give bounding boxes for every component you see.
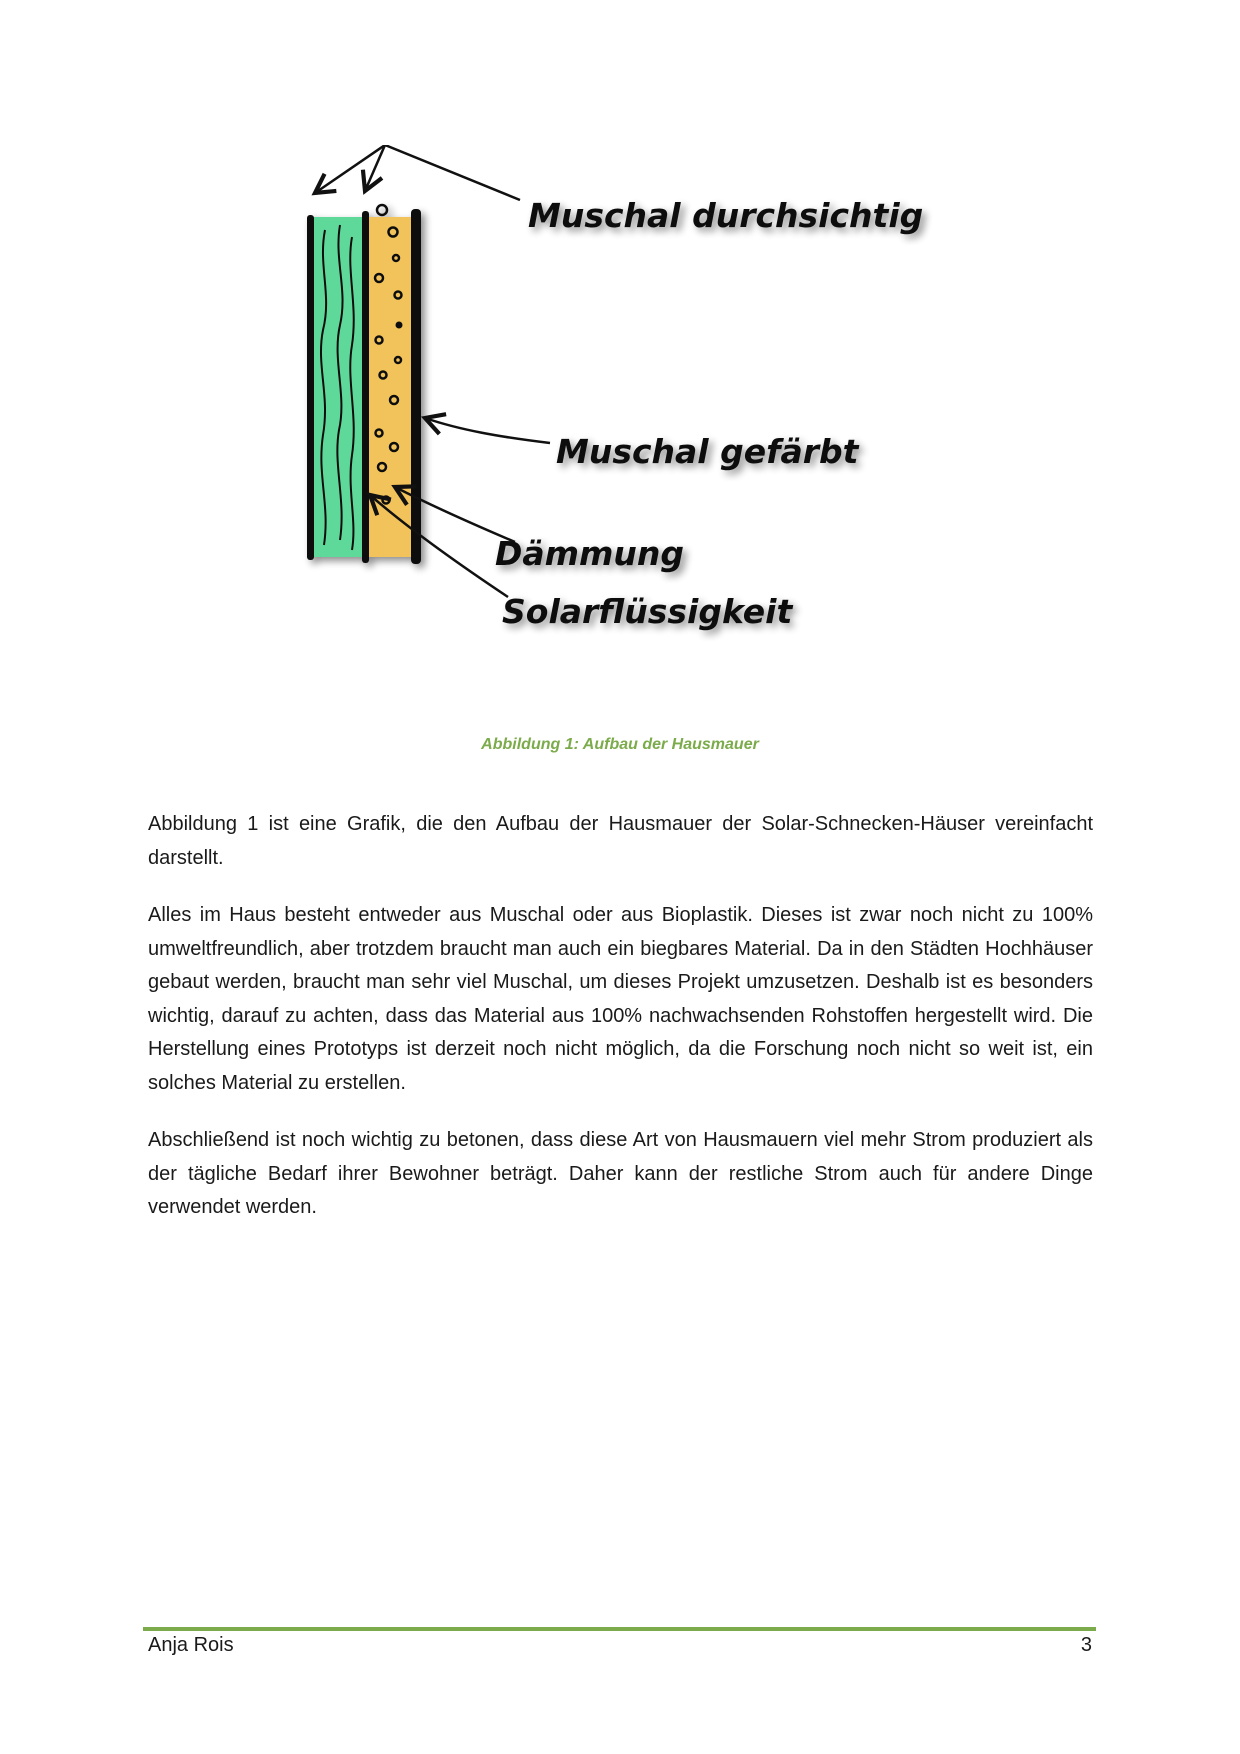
footer-author: Anja Rois (148, 1634, 234, 1656)
label-muschal-durchsichtig: Muschal durchsichtig (528, 196, 924, 235)
solar-fluid-layer (310, 217, 362, 557)
transparent-shell-outer (307, 215, 314, 560)
paragraph-1: Abbildung 1 ist eine Grafik, die den Aufbau der Hausmauer der Solar-Schnecken-Häuser vereinfacht darstellt. (148, 813, 1093, 869)
footer-divider (143, 1627, 1096, 1631)
footer-page-number: 3 (1080, 1634, 1092, 1656)
body-text (148, 808, 1093, 1249)
figure-caption: Abbildung 1: Aufbau der Hausmauer (481, 736, 759, 753)
colored-shell (411, 209, 421, 564)
label-daemmung: Dämmung (495, 534, 685, 573)
paragraph-3: Abschließend ist noch wichtig zu betonen, dass diese Art von Hausmauern viel mehr Strom produziert als der tägliche Bedarf ihrer Bewohner beträgt. Daher kann der restliche Strom auch für andere Dinge verwendet werden. (148, 1129, 1093, 1218)
transparent-shell-inner (362, 211, 369, 563)
insulation-layer (368, 217, 412, 557)
wall-structure-figure (290, 145, 950, 705)
label-solarfluessigkeit: Solarflüssigkeit (502, 592, 793, 631)
paragraph-2: Alles im Haus besteht entweder aus Muschal oder aus Bioplastik. Dieses ist zwar noch nicht zu 100% umweltfreundlich, aber trotzdem braucht man auch ein biegbares Material. Da in den Städten Hochhäuser gebaut werden, braucht man sehr viel Muschal, um dieses Projekt umzusetzen. Deshalb ist es besonders wichtig, darauf zu achten, dass das Material aus 100% nachwachsenden Rohstoffen hergestellt wird. Die Herstellung eines Prototyps ist derzeit noch nicht möglich, da die Forschung noch nicht so weit ist, ein solches Material zu erstellen. (148, 904, 1093, 1094)
label-muschal-gefaerbt: Muschal gefärbt (556, 432, 859, 471)
